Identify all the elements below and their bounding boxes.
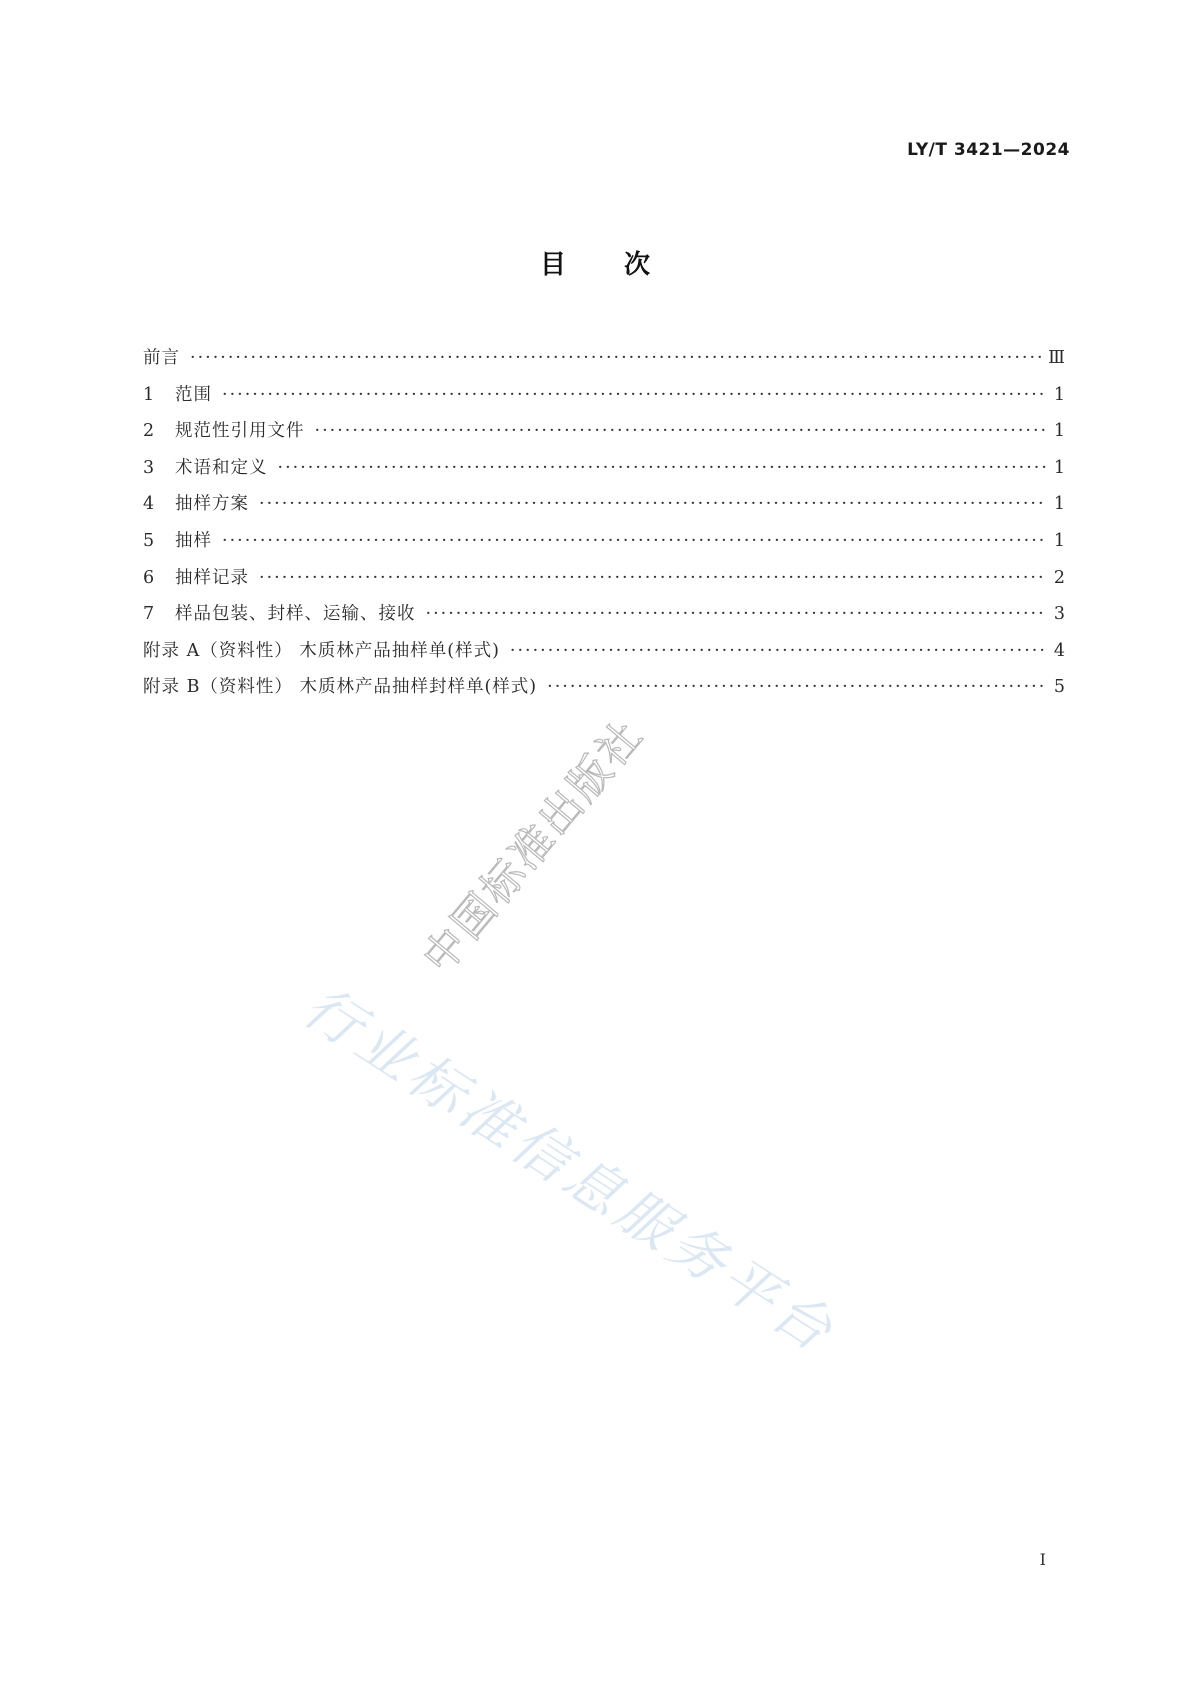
toc-entry-foreword[interactable]	[143, 340, 1065, 377]
toc-leader-dots	[278, 450, 1048, 487]
toc-entry-label: 术语和定义	[175, 457, 268, 478]
toc-entry-page: 1	[1053, 384, 1065, 405]
toc-leader-dots	[426, 596, 1048, 633]
toc-entry-page: 1	[1053, 421, 1065, 442]
toc-entry-page: Ⅲ	[1048, 348, 1065, 368]
toc-entry-number: 7	[143, 604, 155, 625]
toc-entry-label: 规范性引用文件	[175, 421, 305, 442]
toc-entry-page: 1	[1053, 494, 1065, 515]
toc-leader-dots	[259, 486, 1047, 523]
toc-entry-label: 附录 B（资料性） 木质林产品抽样封样单(样式)	[143, 677, 538, 698]
toc-entry-packaging[interactable]	[143, 596, 1065, 633]
toc-entry-terms-definitions[interactable]	[143, 450, 1065, 487]
toc-entry-number: 5	[143, 530, 155, 551]
toc-entry-number: 3	[143, 457, 155, 478]
toc-entry-appendix-a[interactable]	[143, 633, 1065, 670]
toc-entry-page: 1	[1053, 457, 1065, 478]
toc-leader-dots	[222, 523, 1047, 560]
toc-entry-label: 附录 A（资料性） 木质林产品抽样单(样式)	[143, 640, 500, 661]
toc-entry-label: 抽样记录	[175, 567, 249, 588]
toc-entry-sampling[interactable]	[143, 523, 1065, 560]
toc-entry-number: 6	[143, 567, 155, 588]
publisher-watermark: 中国标准出版社	[413, 709, 654, 983]
toc-leader-dots	[547, 669, 1047, 706]
standard-code: LY/T 3421—2024	[907, 140, 1070, 160]
toc-entry-sampling-plan[interactable]	[143, 486, 1065, 523]
toc-leader-dots	[222, 377, 1047, 414]
page-number: I	[1039, 1550, 1046, 1569]
toc-entry-label: 样品包装、封样、运输、接收	[175, 604, 416, 625]
toc-leader-dots	[315, 413, 1048, 450]
toc-entry-label: 抽样	[175, 530, 212, 551]
toc-entry-sampling-record[interactable]	[143, 560, 1065, 597]
toc-leader-dots	[510, 633, 1047, 670]
toc-entry-page: 1	[1053, 530, 1065, 551]
toc-leader-dots	[190, 340, 1042, 377]
toc-entry-normative-references[interactable]	[143, 413, 1065, 450]
table-of-contents	[143, 340, 1065, 706]
toc-entry-page: 2	[1053, 567, 1065, 588]
toc-entry-number: 2	[143, 421, 155, 442]
toc-entry-number: 1	[143, 384, 155, 405]
toc-entry-scope[interactable]	[143, 377, 1065, 414]
platform-watermark: 行业标准信息服务平台	[291, 974, 848, 1367]
toc-leader-dots	[259, 560, 1047, 597]
toc-entry-appendix-b[interactable]	[143, 669, 1065, 706]
toc-entry-label: 前言	[143, 348, 180, 368]
toc-entry-label: 范围	[175, 384, 212, 405]
toc-entry-label: 抽样方案	[175, 494, 249, 515]
toc-entry-page: 3	[1053, 604, 1065, 625]
toc-entry-number: 4	[143, 494, 155, 515]
page-title: 目次	[539, 250, 708, 280]
toc-entry-page: 5	[1053, 677, 1065, 698]
toc-entry-page: 4	[1053, 640, 1065, 661]
